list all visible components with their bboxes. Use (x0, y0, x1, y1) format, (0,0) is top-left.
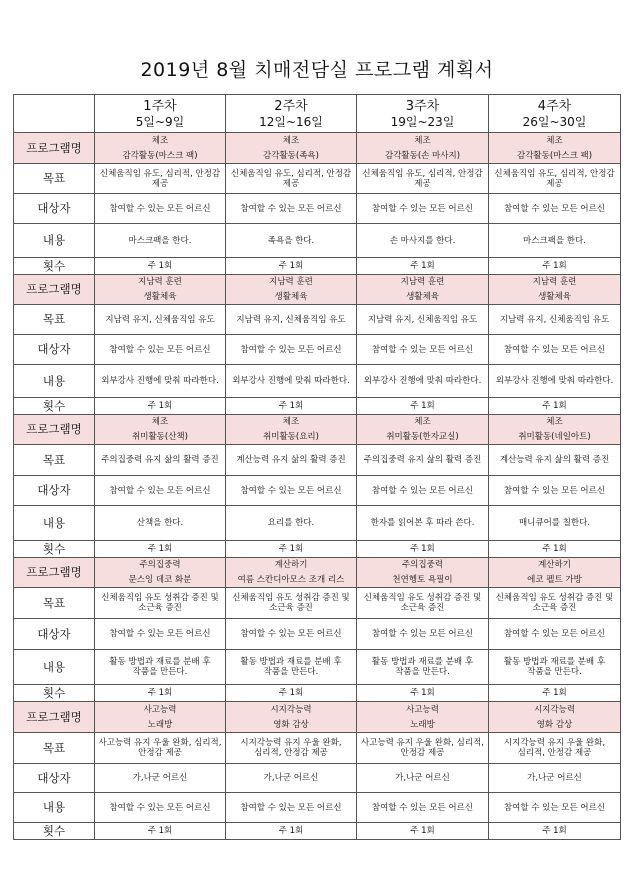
target-row (14, 476, 621, 506)
goal-cell: 신체움직임 유도 성취감 증진 및 소근육 증진 (226, 588, 357, 619)
program-cell (489, 415, 621, 445)
program-cell (489, 702, 621, 733)
target-cell: 참여할 수 있는 모든 어르신 (226, 194, 357, 224)
target-cell: 참여할 수 있는 모든 어르신 (489, 335, 621, 365)
program-cell (95, 415, 226, 445)
frequency-row (14, 541, 621, 558)
frequency-row (14, 823, 621, 840)
goal-cell: 사고능력 유지 우울 완화, 심리적, 안정감 제공 (357, 733, 489, 764)
program-activity: 생활체육 (274, 292, 308, 302)
frequency-row (14, 258, 621, 275)
frequency-cell: 주 1회 (489, 823, 621, 840)
program-cell (357, 558, 489, 588)
frequency-cell: 주 1회 (357, 823, 489, 840)
row-label: 횟수 (14, 685, 95, 702)
content-cell: 한자를 읽어본 후 따라 쓴다. (357, 506, 489, 541)
target-cell: 참여할 수 있는 모든 어르신 (226, 476, 357, 506)
program-category: 사고능력 (406, 704, 439, 715)
program-cell (95, 133, 226, 164)
header-corner-cell (14, 95, 95, 133)
content-cell: 외부강사 진행에 맞춰 따라한다. (489, 365, 621, 398)
frequency-cell: 주 1회 (357, 258, 489, 275)
document-title: 2019년 8월 치매전담실 프로그램 계획서 (140, 59, 494, 81)
row-label: 프로그램명 (14, 558, 95, 588)
program-category: 계산하기 (274, 560, 308, 570)
goal-row (14, 164, 621, 194)
row-label: 대상자 (14, 476, 95, 506)
target-cell: 참여할 수 있는 모든 어르신 (95, 476, 226, 506)
week-dates: 12일~16일 (259, 114, 323, 129)
content-cell: 참여할 수 있는 모든 어르신 (489, 793, 621, 823)
goal-cell: 지남력 유지, 신체움직임 유도 (357, 305, 489, 335)
frequency-row (14, 685, 621, 702)
goal-cell: 신체움직임 유도, 심리적, 안정감 제공 (95, 164, 226, 194)
target-cell: 가,나군 어르신 (95, 764, 226, 793)
frequency-cell: 주 1회 (357, 541, 489, 558)
goal-cell: 지남력 유지, 신체움직임 유도 (95, 305, 226, 335)
goal-cell: 지남력 유지, 신체움직임 유도 (489, 305, 621, 335)
program-cell (226, 415, 357, 445)
program-category: 체조 (282, 417, 300, 427)
program-activity: 천연헹토 욕필이 (392, 575, 453, 585)
program-category: 체조 (414, 417, 431, 427)
week-label: 2주차 (274, 98, 308, 114)
target-cell: 참여할 수 있는 모든 어르신 (357, 476, 489, 506)
row-label: 내용 (14, 224, 95, 258)
row-label: 목표 (14, 588, 95, 619)
frequency-cell: 주 1회 (489, 258, 621, 275)
program-category: 주의집중력 (139, 560, 181, 570)
program-plan-table (13, 94, 621, 840)
program-cell (489, 558, 621, 588)
frequency-cell: 주 1회 (95, 685, 226, 702)
week-header-cell (95, 95, 226, 133)
frequency-cell: 주 1회 (489, 685, 621, 702)
program-cell (226, 133, 357, 164)
goal-cell: 신체움직임 유도 성취감 증진 및 소근육 증진 (95, 588, 226, 619)
program-cell (226, 558, 357, 588)
frequency-cell: 주 1회 (95, 258, 226, 275)
row-label: 프로그램명 (14, 133, 95, 164)
program-row (14, 702, 621, 733)
content-cell: 참여할 수 있는 모든 어르신 (226, 793, 357, 823)
frequency-row (14, 398, 621, 415)
week-label: 3주차 (405, 98, 440, 114)
target-cell: 참여할 수 있는 모든 어르신 (95, 194, 226, 224)
row-label: 횟수 (14, 823, 95, 840)
frequency-cell: 주 1회 (95, 823, 226, 840)
program-activity: 감각활동(손 마사지) (384, 150, 461, 161)
frequency-cell: 주 1회 (489, 541, 621, 558)
goal-cell: 계산능력 유지 삶의 활력 증진 (489, 445, 621, 476)
content-cell: 매니큐어를 칠한다. (489, 506, 621, 541)
goal-cell: 시지각능력 유지 우울 완화, 심리적, 안정감 제공 (226, 733, 357, 764)
content-row (14, 224, 621, 258)
content-row (14, 793, 621, 823)
row-label: 횟수 (14, 541, 95, 558)
program-activity: 취미활동(한자교실) (386, 432, 459, 442)
frequency-cell: 주 1회 (95, 541, 226, 558)
program-cell (95, 558, 226, 588)
content-cell: 손 마사지를 한다. (357, 224, 489, 258)
program-category: 체조 (414, 135, 431, 146)
content-cell: 마스크팩을 한다. (489, 224, 621, 258)
program-category: 체조 (546, 135, 563, 146)
program-activity: 영화 감상 (536, 719, 573, 730)
program-activity: 취미활동(요리) (263, 432, 319, 442)
frequency-cell: 주 1회 (226, 685, 357, 702)
content-row (14, 650, 621, 685)
program-category: 지남력 훈련 (269, 277, 313, 287)
content-cell: 활동 방법과 재료를 분배 후 작품을 만든다. (226, 650, 357, 685)
week-dates: 26일~30일 (522, 114, 587, 129)
goal-row (14, 733, 621, 764)
content-cell: 참여할 수 있는 모든 어르신 (357, 793, 489, 823)
row-label: 횟수 (14, 398, 95, 415)
row-label: 대상자 (14, 764, 95, 793)
program-activity: 생활체육 (143, 292, 177, 302)
target-cell: 참여할 수 있는 모든 어르신 (357, 194, 489, 224)
program-activity: 감각활동(족욕) (263, 150, 319, 161)
content-cell: 활동 방법과 재료를 분배 후 작품을 만든다. (357, 650, 489, 685)
goal-cell: 계산능력 유지 삶의 활력 증진 (226, 445, 357, 476)
program-cell (489, 133, 621, 164)
goal-cell: 신체움직임 유도, 심리적, 안정감 제공 (357, 164, 489, 194)
program-cell (95, 275, 226, 305)
content-cell: 외부강사 진행에 맞춰 따라한다. (357, 365, 489, 398)
week-label: 1주차 (143, 98, 177, 114)
target-cell: 참여할 수 있는 모든 어르신 (226, 619, 357, 650)
program-category: 주의집중력 (401, 560, 444, 570)
target-cell: 참여할 수 있는 모든 어르신 (489, 619, 621, 650)
week-header-cell (226, 95, 357, 133)
week-header-row (14, 95, 621, 133)
content-row (14, 506, 621, 541)
program-cell (357, 415, 489, 445)
program-activity: 감각활동(마스크 팩) (516, 150, 593, 161)
frequency-cell: 주 1회 (357, 685, 489, 702)
content-cell: 활동 방법과 재료를 분배 후 작품을 만든다. (489, 650, 621, 685)
target-cell: 가,나군 어르신 (357, 764, 489, 793)
program-cell (226, 275, 357, 305)
program-cell (95, 702, 226, 733)
plan-table-body (14, 95, 621, 840)
goal-cell: 시지각능력 유지 우울 완화, 심리적, 안정감 제공 (489, 733, 621, 764)
program-cell (489, 275, 621, 305)
row-label: 대상자 (14, 335, 95, 365)
week-dates: 19일~23일 (390, 114, 455, 129)
program-row (14, 275, 621, 305)
frequency-cell: 주 1회 (95, 398, 226, 415)
row-label: 프로그램명 (14, 415, 95, 445)
week-dates: 5일~9일 (135, 114, 185, 129)
program-activity: 에코 펠트 가방 (527, 575, 582, 585)
target-cell: 참여할 수 있는 모든 어르신 (489, 194, 621, 224)
program-cell (357, 275, 489, 305)
program-row (14, 415, 621, 445)
frequency-cell: 주 1회 (226, 398, 357, 415)
target-row (14, 764, 621, 793)
content-cell: 산책을 한다. (95, 506, 226, 541)
target-cell: 참여할 수 있는 모든 어르신 (226, 335, 357, 365)
goal-cell: 신체움직임 유도 성취감 증진 및 소근육 증진 (357, 588, 489, 619)
program-category: 시지각능력 (533, 704, 576, 715)
goal-cell: 주의집중력 유지 삶의 활력 증진 (95, 445, 226, 476)
program-activity: 문스잉 데코 화분 (128, 575, 192, 585)
content-cell: 족욕을 한다. (226, 224, 357, 258)
target-cell: 가,나군 어르신 (489, 764, 621, 793)
program-row (14, 133, 621, 164)
program-activity: 감각활동(마스크 팩) (122, 150, 198, 161)
content-cell: 활동 방법과 재료를 분배 후 작품을 만든다. (95, 650, 226, 685)
program-category: 체조 (151, 417, 169, 427)
program-category: 지남력 훈련 (532, 277, 577, 287)
program-activity: 취미활동(네일아트) (518, 432, 591, 442)
week-header-cell (357, 95, 489, 133)
row-label: 목표 (14, 733, 95, 764)
frequency-cell: 주 1회 (226, 258, 357, 275)
goal-cell: 신체움직임 유도, 심리적, 안정감 제공 (489, 164, 621, 194)
program-activity: 생활체육 (538, 292, 571, 302)
target-row (14, 194, 621, 224)
row-label: 내용 (14, 793, 95, 823)
row-label: 횟수 (14, 258, 95, 275)
program-activity: 노래방 (147, 719, 173, 730)
target-row (14, 619, 621, 650)
target-cell: 참여할 수 있는 모든 어르신 (95, 335, 226, 365)
row-label: 내용 (14, 365, 95, 398)
program-row (14, 558, 621, 588)
program-activity: 노래방 (410, 719, 435, 730)
content-row (14, 365, 621, 398)
target-cell: 참여할 수 있는 모든 어르신 (357, 335, 489, 365)
week-header-cell (489, 95, 621, 133)
target-cell: 가,나군 어르신 (226, 764, 357, 793)
program-cell (357, 133, 489, 164)
frequency-cell: 주 1회 (226, 823, 357, 840)
content-cell: 요리를 한다. (226, 506, 357, 541)
program-cell (357, 702, 489, 733)
row-label: 목표 (14, 164, 95, 194)
content-cell: 외부강사 진행에 맞춰 따라한다. (226, 365, 357, 398)
goal-cell: 신체움직임 유도 성취감 증진 및 소근육 증진 (489, 588, 621, 619)
program-category: 시지각능력 (270, 704, 312, 715)
program-activity: 취미활동(산책) (132, 432, 188, 442)
program-category: 사고능력 (143, 704, 177, 715)
goal-row (14, 588, 621, 619)
program-category: 지남력 훈련 (138, 277, 182, 287)
program-activity: 영화 감상 (273, 719, 309, 730)
frequency-cell: 주 1회 (357, 398, 489, 415)
target-cell: 참여할 수 있는 모든 어르신 (95, 619, 226, 650)
program-category: 체조 (282, 135, 300, 146)
program-activity: 생활체육 (406, 292, 439, 302)
target-cell: 참여할 수 있는 모든 어르신 (489, 476, 621, 506)
program-activity: 여름 스칸디아모스 조개 리스 (237, 575, 345, 585)
row-label: 내용 (14, 650, 95, 685)
goal-row (14, 445, 621, 476)
row-label: 대상자 (14, 619, 95, 650)
target-cell: 참여할 수 있는 모든 어르신 (357, 619, 489, 650)
program-category: 지남력 훈련 (400, 277, 445, 287)
row-label: 프로그램명 (14, 702, 95, 733)
goal-cell: 주의집중력 유지 삶의 활력 증진 (357, 445, 489, 476)
row-label: 프로그램명 (14, 275, 95, 305)
frequency-cell: 주 1회 (489, 398, 621, 415)
goal-row (14, 305, 621, 335)
program-category: 체조 (546, 417, 563, 427)
content-cell: 마스크팩을 한다. (95, 224, 226, 258)
week-label: 4주차 (537, 98, 572, 114)
program-cell (226, 702, 357, 733)
row-label: 목표 (14, 445, 95, 476)
content-cell: 외부강사 진행에 맞춰 따라한다. (95, 365, 226, 398)
program-category: 체조 (151, 135, 169, 146)
row-label: 대상자 (14, 194, 95, 224)
content-cell: 참여할 수 있는 모든 어르신 (95, 793, 226, 823)
program-category: 계산하기 (538, 560, 571, 570)
row-label: 목표 (14, 305, 95, 335)
frequency-cell: 주 1회 (226, 541, 357, 558)
goal-cell: 신체움직임 유도, 심리적, 안정감 제공 (226, 164, 357, 194)
goal-cell: 사고능력 유지 우울 완화, 심리적, 안정감 제공 (95, 733, 226, 764)
goal-cell: 지남력 유지, 신체움직임 유도 (226, 305, 357, 335)
row-label: 내용 (14, 506, 95, 541)
target-row (14, 335, 621, 365)
